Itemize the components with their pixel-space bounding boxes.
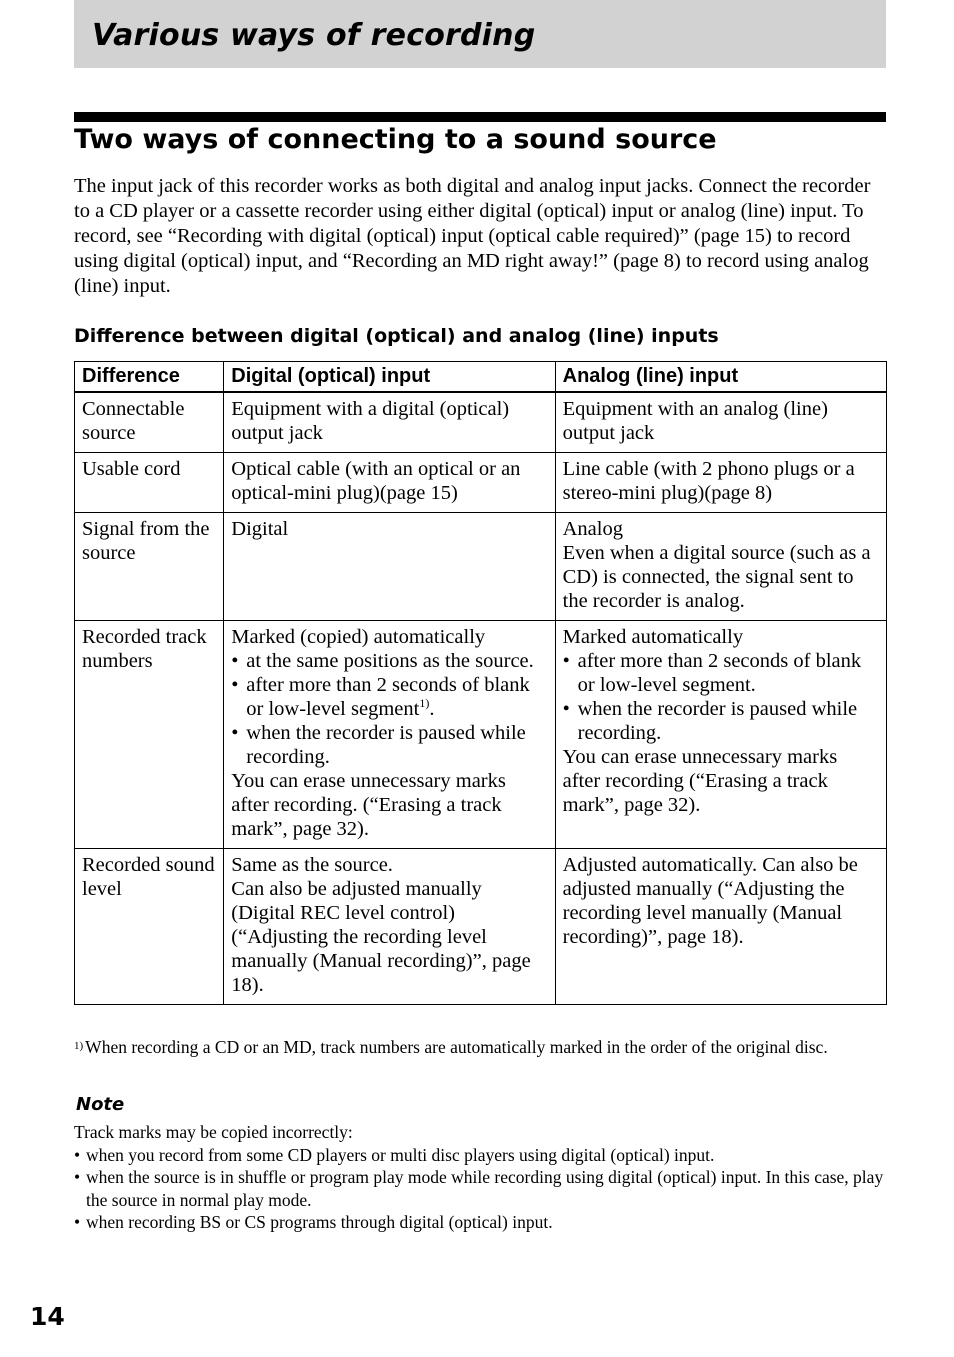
- footnote-mark: 1): [74, 1040, 84, 1052]
- cell-line: Analog: [562, 518, 623, 540]
- table-row: [75, 392, 887, 453]
- row-label: Usable cord: [75, 453, 224, 513]
- digital-cell: [224, 849, 555, 1005]
- row-label: Signal from the source: [75, 513, 224, 621]
- analog-cell: [555, 513, 886, 621]
- bullet-item: • when the recorder is paused while recording.: [563, 697, 879, 745]
- bullet-item: • when the recorder is paused while recording.: [231, 721, 547, 769]
- digital-cell: [224, 621, 555, 849]
- cell-line: Even when a digital source (such as a CD) is connected, the signal sent to the recorder is analog.: [562, 542, 871, 612]
- bullet-end: .: [429, 698, 435, 720]
- note-item: • when recording BS or CS programs through digital (optical) input.: [74, 1211, 886, 1234]
- footnote-text: When recording a CD or an MD, track numbers are automatically marked in the order of the original disc.: [85, 1037, 828, 1057]
- header-analog: Analog (line) input: [555, 362, 886, 393]
- digital-cell: Optical cable (with an optical or an optical-mini plug)(page 15): [224, 453, 555, 513]
- comparison-table: [74, 361, 887, 1005]
- note-item: • when the source is in shuffle or program play mode while recording using digital (optical) input. In this case, play the source in normal play mode.: [74, 1166, 886, 1211]
- table-row: [75, 621, 887, 849]
- cell-line: Can also be adjusted manually (Digital REC level control) (“Adjusting the recording level manually (Manual recording)”, page 18).: [231, 878, 531, 996]
- cell-line: Marked (copied) automatically: [231, 626, 486, 648]
- chapter-title: Various ways of recording: [92, 18, 536, 53]
- cell-line: Same as the source.: [231, 854, 393, 876]
- bullet-item: • after more than 2 seconds of blank or low-level segment.: [563, 649, 879, 697]
- header-difference: Difference: [75, 362, 224, 393]
- digital-cell: Digital: [224, 513, 555, 621]
- table-title: Difference between digital (optical) and analog (line) inputs: [74, 325, 719, 347]
- page-number: 14: [30, 1302, 65, 1331]
- cell-line: Marked automatically: [562, 626, 744, 648]
- note-intro: Track marks may be copied incorrectly:: [74, 1122, 353, 1142]
- bullet-item: • at the same positions as the source.: [231, 649, 547, 673]
- analog-cell: Adjusted automatically. Can also be adjusted manually (“Adjusting the recording level manually (Manual recording)”, page 18).: [555, 849, 886, 1005]
- analog-cell: [555, 621, 886, 849]
- footnote: [74, 1037, 886, 1058]
- cell-line: You can erase unnecessary marks after recording. (“Erasing a track mark”, page 32).: [231, 770, 506, 840]
- note-list: [74, 1144, 886, 1234]
- row-label: Connectable source: [75, 392, 224, 453]
- chapter-banner: [74, 0, 886, 68]
- note-heading: Note: [76, 1094, 125, 1115]
- section-title: Two ways of connecting to a sound source: [74, 124, 717, 155]
- analog-cell: Equipment with an analog (line) output jack: [555, 392, 886, 453]
- section-rule: [74, 112, 886, 122]
- row-label: Recorded sound level: [75, 849, 224, 1005]
- cell-line: You can erase unnecessary marks after recording (“Erasing a track mark”, page 32).: [562, 746, 838, 816]
- footnote-ref: 1): [419, 696, 430, 711]
- row-label: Recorded track numbers: [75, 621, 224, 849]
- note-block: [74, 1121, 886, 1234]
- analog-cell: Line cable (with 2 phono plugs or a stereo-mini plug)(page 8): [555, 453, 886, 513]
- bullet-text: after more than 2 seconds of blank or low-level segment: [246, 674, 530, 720]
- table-header-row: [75, 362, 887, 393]
- bullet-item: [231, 673, 547, 721]
- bullet-list: [231, 649, 547, 769]
- note-item: • when you record from some CD players or multi disc players using digital (optical) input.: [74, 1144, 886, 1167]
- table-row: [75, 513, 887, 621]
- digital-cell: Equipment with a digital (optical) output jack: [224, 392, 555, 453]
- intro-paragraph: The input jack of this recorder works as both digital and analog input jacks. Connect the recorder to a CD player or a cassette recorder using either digital (optical) input or analog (line) input. To record, see “Recording with digital (optical) input (optical cable required)” (page 15) to record using digital (optical) input, and “Recording an MD right away!” (page 8) to record using analog (line) input.: [74, 175, 871, 297]
- table-row: [75, 453, 887, 513]
- table-row: [75, 849, 887, 1005]
- bullet-list: [563, 649, 879, 745]
- header-digital: Digital (optical) input: [224, 362, 555, 393]
